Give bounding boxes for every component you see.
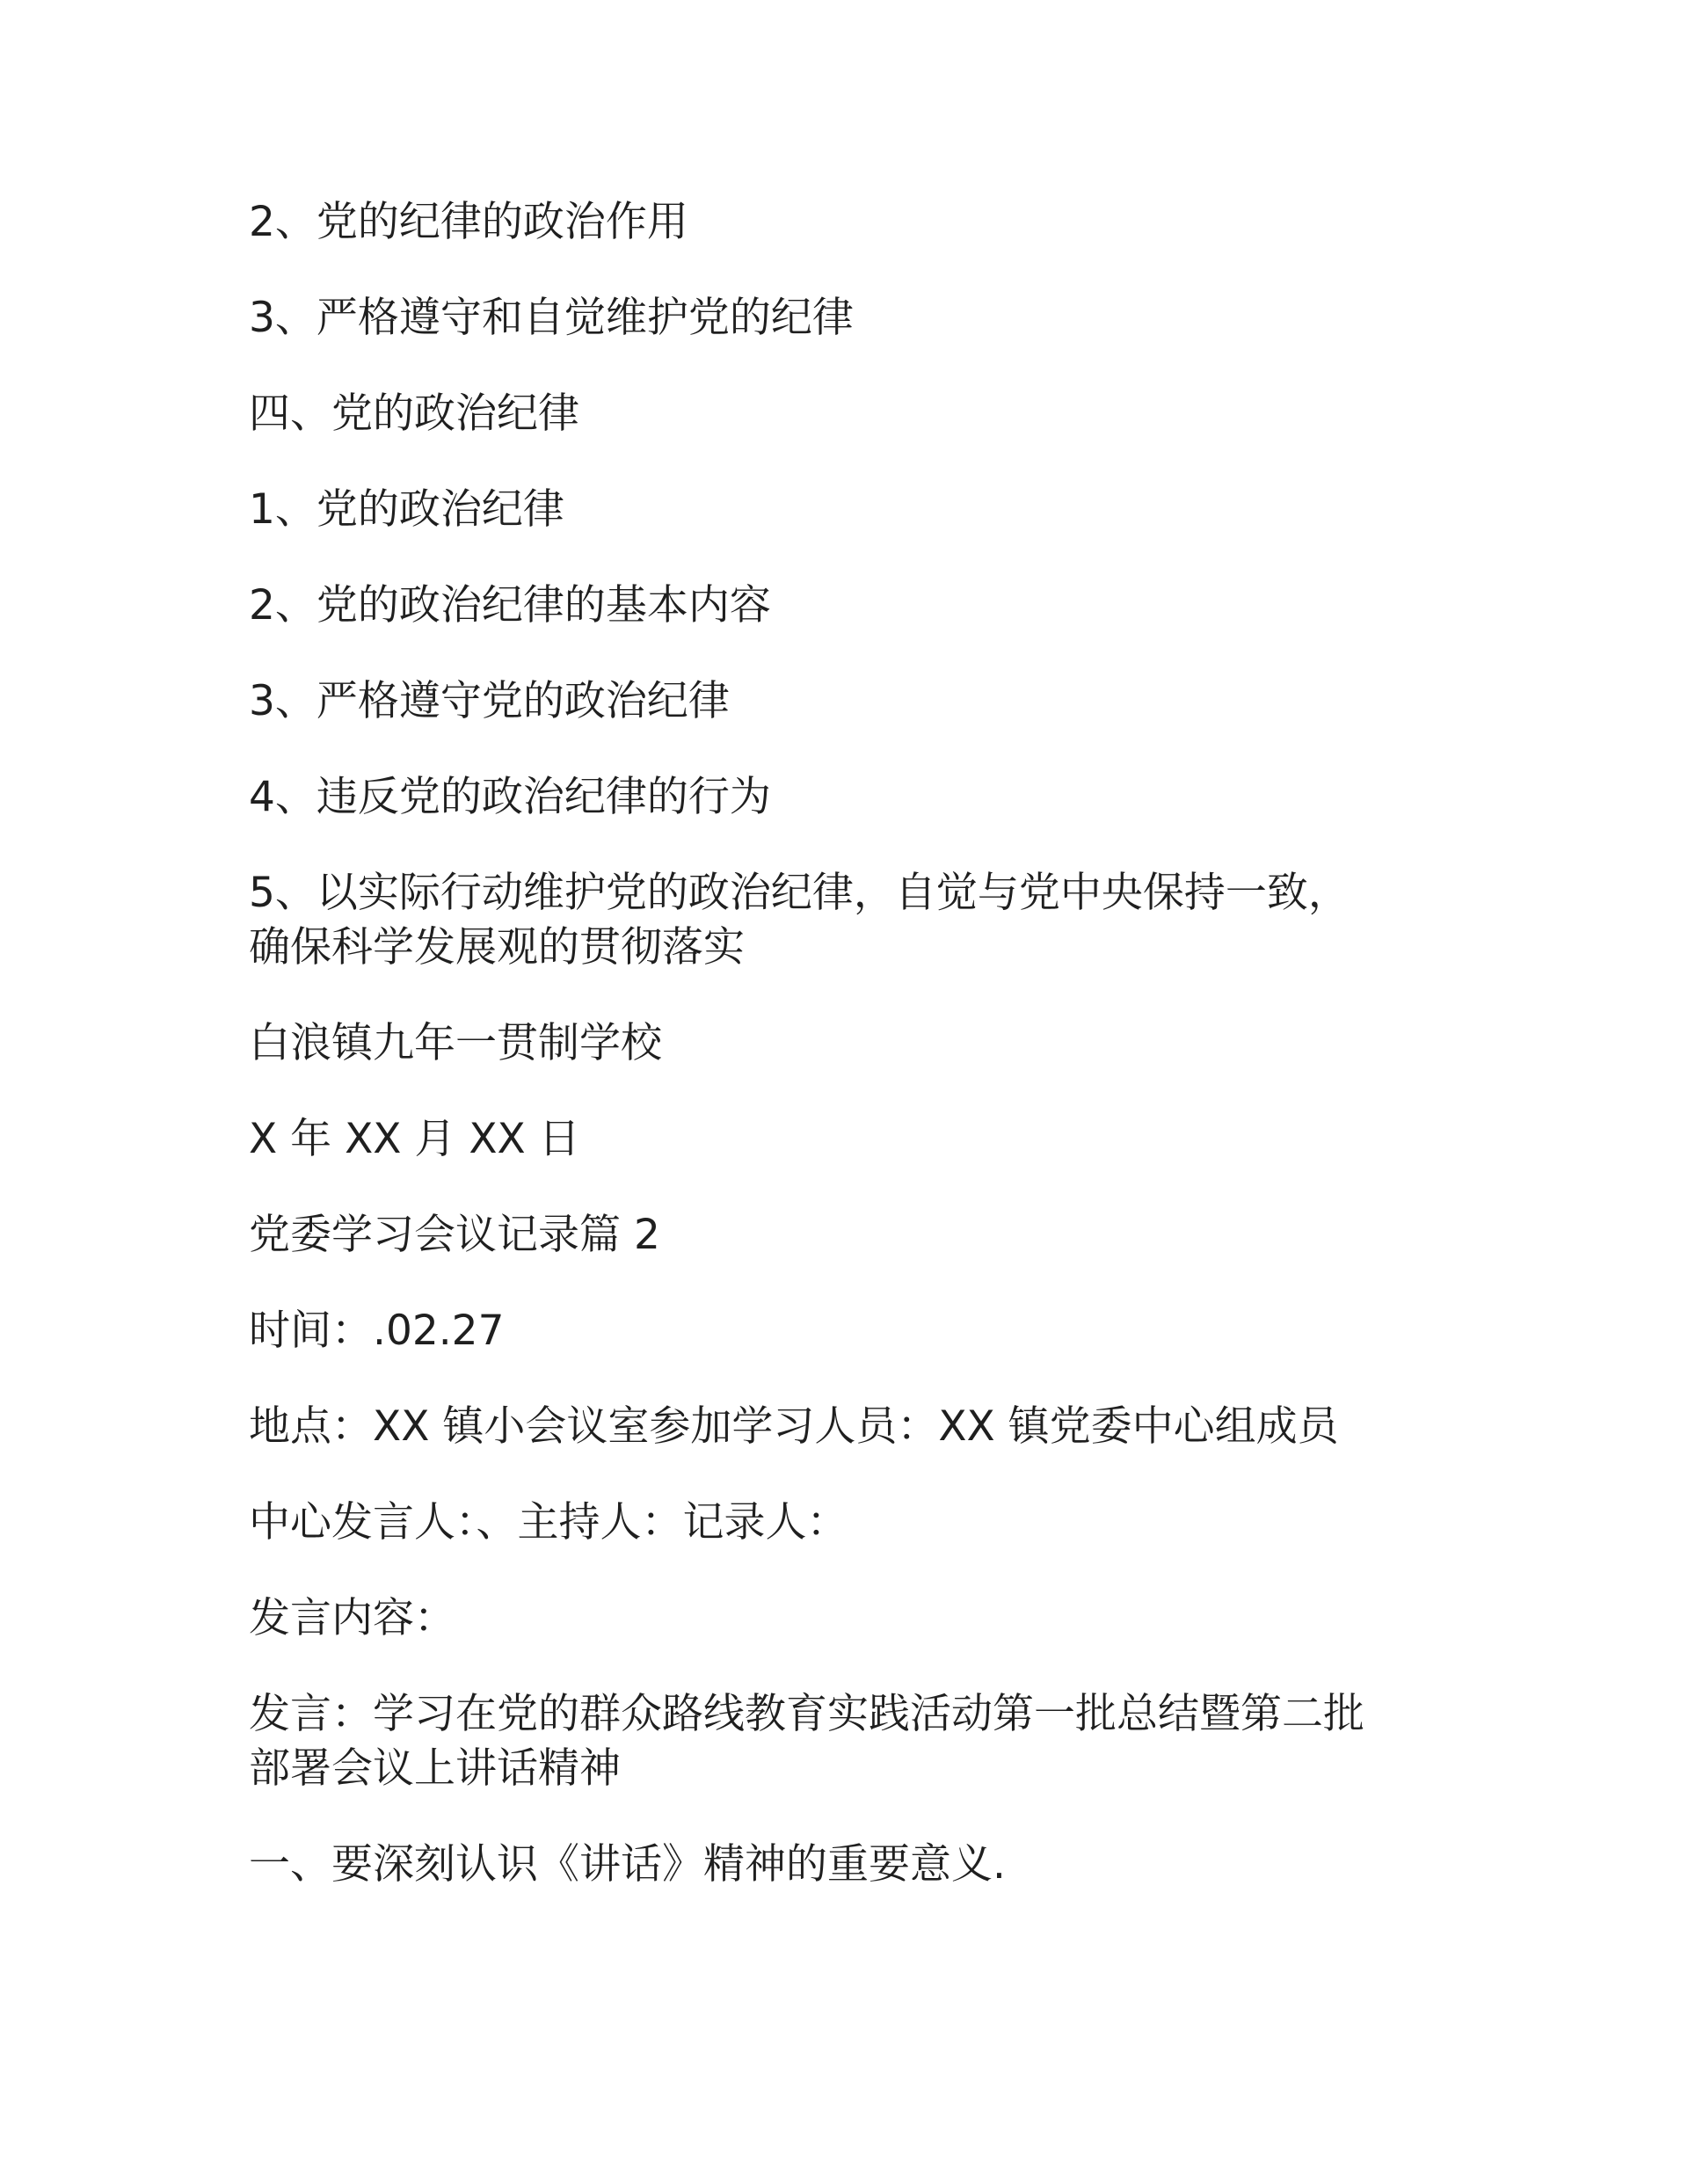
section-heading: 四、党的政治纪律: [249, 389, 579, 438]
meeting-location: 地点：XX 镇小会议室参加学习人员：XX 镇党委中心组成员: [249, 1402, 1339, 1451]
school-name: 白浪镇九年一贯制学校: [249, 1019, 662, 1067]
list-item: 2、党的政治纪律的基本内容: [249, 581, 771, 630]
section-heading-one: 一、要深刻认识《讲话》精神的重要意义.: [249, 1840, 1006, 1889]
list-item: 4、违反党的政治纪律的行为: [249, 773, 771, 821]
list-item: 3、严格遵守党的政治纪律: [249, 677, 730, 725]
meeting-roles: 中心发言人：、主持人：记录人：: [249, 1498, 848, 1547]
meeting-time: 时间：.02.27: [249, 1307, 505, 1355]
speech-line-1: 发言：学习在党的群众路线教育实践活动第一批总结暨第二批: [249, 1690, 1364, 1738]
list-item: 2、党的纪律的政治作用: [249, 198, 688, 246]
speech-content-label: 发言内容：: [249, 1594, 455, 1642]
list-item-5-line-2: 确保科学发展观的贯彻落实: [249, 923, 745, 972]
document-body: [249, 195, 1480, 1933]
list-item-5: [249, 866, 1480, 975]
record-title: 党委学习会议记录篇 2: [249, 1211, 660, 1259]
document-date: X 年 XX 月 XX 日: [249, 1115, 580, 1163]
speech-line-2: 部署会议上讲话精神: [249, 1744, 621, 1793]
list-item: 1、党的政治纪律: [249, 485, 564, 534]
list-item: 3、严格遵守和自觉维护党的纪律: [249, 294, 854, 342]
speech-paragraph: [249, 1687, 1480, 1796]
list-item-5-line-1: 5、以实际行动维护党的政治纪律，自觉与党中央保持一致，: [249, 869, 1350, 917]
